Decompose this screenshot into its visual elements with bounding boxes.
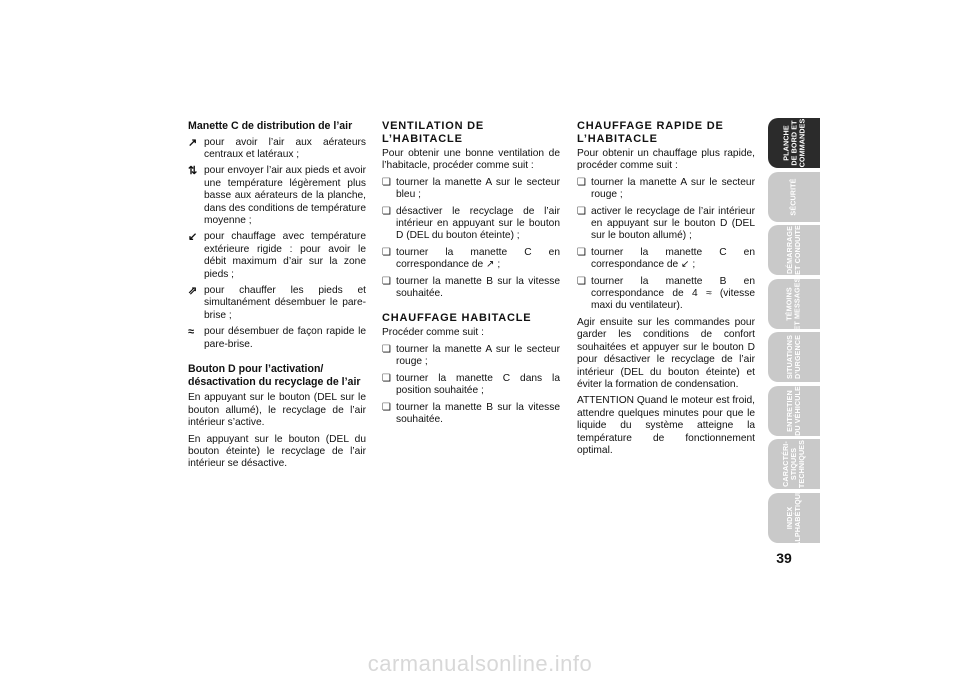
step-item [577, 206, 755, 243]
air-mode-text: pour désembuer de façon rapide le pare-brise. [204, 326, 366, 350]
heating-steps [382, 344, 560, 426]
face-vent-icon: ↗ [188, 136, 198, 149]
step-text: tourner la manette B en correspondance de 4 ≈ (vitesse maxi du ventilateur). [591, 275, 755, 312]
chapter-tab-label: SITUATIONS D’URGENCE [785, 334, 802, 380]
chapter-tab[interactable] [768, 118, 823, 168]
checkbox-bullet-icon: ❏ [382, 343, 391, 355]
checkbox-bullet-icon: ❏ [382, 246, 391, 258]
air-mode-item [188, 137, 366, 162]
rapid-heating-intro: Pour obtenir un chauffage plus rapide, procéder comme suit : [577, 148, 755, 172]
step-item [577, 247, 755, 272]
step-item [382, 402, 560, 427]
windscreen-defrost-icon: ≈ [188, 326, 195, 339]
step-item [382, 206, 560, 243]
step-item [577, 276, 755, 313]
step-item [382, 247, 560, 272]
rapid-heating-comfort-text: Agir ensuite sur les commandes pour garder les conditions de confort souhaitées et appuyer sur le bouton D pour désactiver le recyclage de l’air intérieur (DEL du bouton éteinte) et éviter la formation de condensation. [577, 316, 755, 390]
checkbox-bullet-icon: ❏ [577, 275, 586, 287]
step-text: tourner la manette B sur la vitesse souhaitée. [396, 401, 560, 425]
column-rapid-heating [577, 120, 755, 461]
air-mode-text: pour chauffage avec température extérieure rigide : pour avoir le débit maximum d’air sur la zone pieds ; [204, 231, 366, 280]
page-number: 39 [776, 550, 792, 566]
air-mode-item [188, 285, 366, 322]
chapter-tab[interactable] [768, 439, 823, 489]
face-feet-vent-icon: ⇅ [188, 165, 198, 178]
step-item [382, 344, 560, 369]
step-text: tourner la manette C en correspondance de ↙ ; [591, 246, 755, 271]
step-item [382, 177, 560, 202]
checkbox-bullet-icon: ❏ [382, 401, 391, 413]
chapter-tab-label: SÉCURITÉ [789, 177, 798, 216]
feet-windscreen-vent-icon: ⇗ [188, 285, 198, 298]
rapid-heating-warning-text: ATTENTION Quand le moteur est froid, attendre quelques minutes pour que le liquide du système atteigne la température de fonctionnement optimal. [577, 395, 755, 456]
heading-ventilation: VENTILATION DE L’HABITACLE [382, 120, 485, 145]
air-distribution-list [188, 137, 366, 352]
step-text: activer le recyclage de l’air intérieur en appuyant sur le bouton D (DEL sur le bouton allumé) ; [591, 205, 755, 242]
chapter-tab-label: INDEX ALPHABÉTIQUE [785, 488, 802, 547]
column-ventilation-heating [382, 120, 560, 430]
step-text: tourner la manette C dans la position souhaitée ; [396, 372, 560, 397]
chapter-tab[interactable] [768, 276, 823, 331]
chapter-tab-label: ENTRETIEN DU VÉHICULE [784, 385, 802, 436]
checkbox-bullet-icon: ❏ [382, 372, 391, 384]
chapter-tab-label: DÉMARRAGE ET CONDUITE [784, 225, 802, 275]
step-text: tourner la manette B sur la vitesse souhaitée. [396, 275, 560, 300]
rapid-heating-steps [577, 177, 755, 313]
heading-recirculation-button: Bouton D pour l’activation/ désactivation du recyclage de l’air [188, 363, 361, 388]
checkbox-bullet-icon: ❏ [382, 275, 391, 287]
checkbox-bullet-icon: ❏ [382, 205, 391, 217]
step-text: tourner la manette A sur le secteur bleu ; [396, 176, 560, 201]
heating-intro: Procéder comme suit : [382, 327, 484, 339]
step-text: tourner la manette A sur le secteur rouge ; [591, 176, 755, 201]
chapter-tab[interactable] [768, 225, 823, 275]
heading-heating: CHAUFFAGE HABITACLE [382, 312, 532, 325]
step-text: tourner la manette C en correspondance de ↗ ; [396, 246, 560, 271]
chapter-tab-label: CARACTÉRI- STIQUES TECHNIQUES [781, 439, 806, 489]
chapter-tab[interactable] [768, 332, 823, 382]
feet-vent-icon: ↙ [188, 231, 198, 244]
step-text: tourner la manette A sur le secteur rouge ; [396, 343, 560, 368]
air-mode-text: pour avoir l’air aux aérateurs centraux et latéraux ; [204, 136, 366, 160]
step-item [577, 177, 755, 202]
recirculation-off-text: En appuyant sur le bouton (DEL du bouton éteinte) le recyclage de l’air intérieur se désactive. [188, 433, 366, 470]
heading-air-distribution: Manette C de distribution de l’air [188, 120, 353, 132]
watermark: carmanualsonline.info [367, 651, 593, 676]
step-text: désactiver le recyclage de l’air intérieur en appuyant sur le bouton D (DEL du bouton éteinte) ; [396, 205, 560, 242]
checkbox-bullet-icon: ❏ [577, 176, 586, 188]
heading-rapid-heating: CHAUFFAGE RAPIDE DE L’HABITACLE [577, 120, 724, 145]
air-mode-item [188, 165, 366, 227]
air-mode-item [188, 231, 366, 281]
chapter-tab[interactable] [768, 386, 823, 436]
chapter-tab-label: PLANCHE DE BORD ET COMMANDES [780, 118, 806, 168]
step-item [382, 276, 560, 301]
checkbox-bullet-icon: ❏ [382, 176, 391, 188]
air-mode-text: pour chauffer les pieds et simultanément désembuer le pare-brise ; [204, 285, 366, 321]
recirculation-on-text: En appuyant sur le bouton (DEL sur le bouton allumé), le recyclage de l’air intérieur s’active. [188, 392, 366, 429]
ventilation-intro: Pour obtenir une bonne ventilation de l’habitacle, procéder comme suit : [382, 148, 560, 172]
checkbox-bullet-icon: ❏ [577, 205, 586, 217]
chapter-tab[interactable] [768, 488, 823, 547]
ventilation-steps [382, 177, 560, 301]
air-mode-item [188, 326, 366, 351]
column-air-distribution [188, 120, 366, 475]
air-mode-text: pour envoyer l’air aux pieds et avoir une température légèrement plus basse aux aérateurs de la planche, dans des conditions de température moyenne ; [204, 165, 366, 227]
step-item [382, 373, 560, 398]
chapter-tab-label: TÉMOINS ET MESSAGES [785, 276, 802, 331]
checkbox-bullet-icon: ❏ [577, 246, 586, 258]
chapter-tab[interactable] [768, 172, 823, 222]
